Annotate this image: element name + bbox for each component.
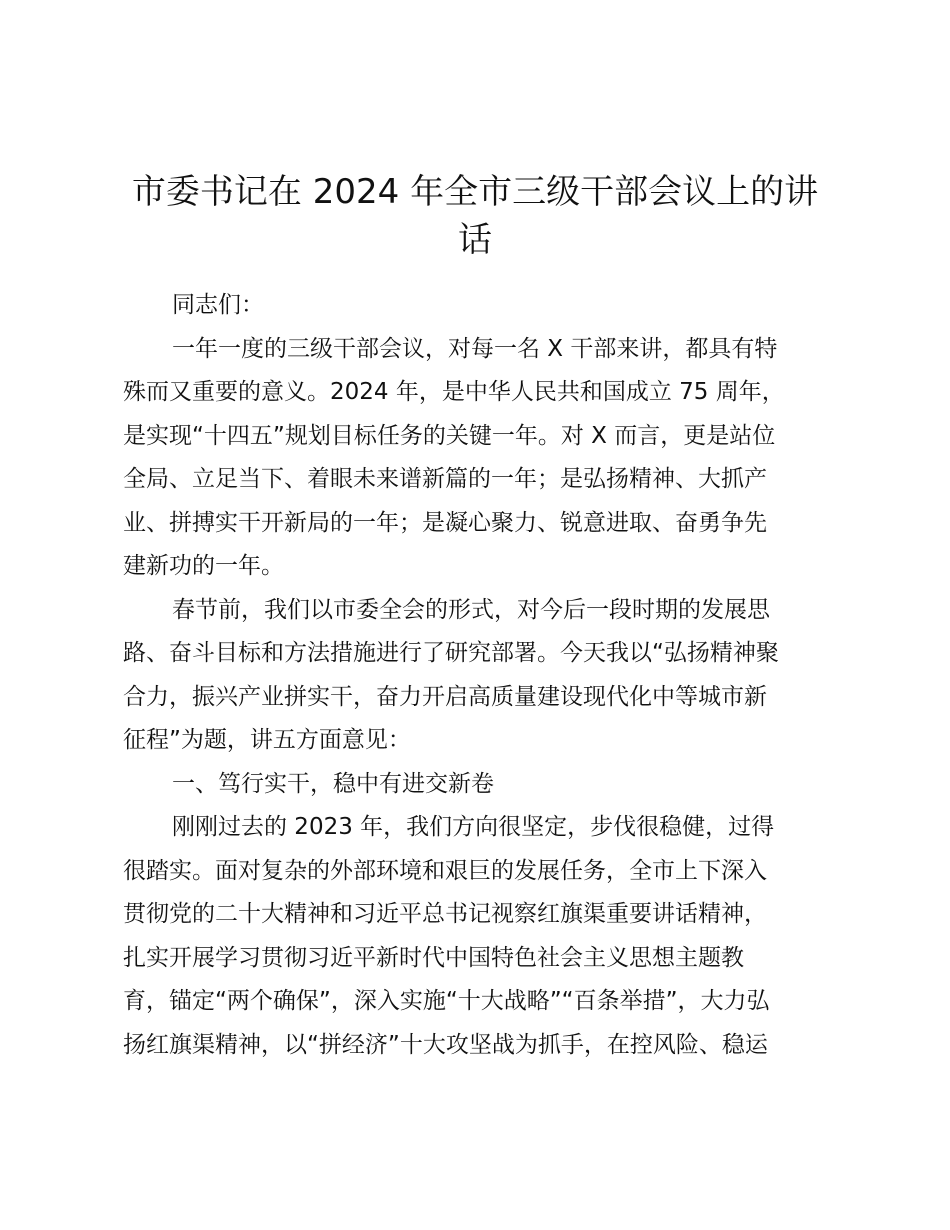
body-line: 扎实开展学习贯彻习近平新时代中国特色社会主义思想主题教 xyxy=(123,944,744,971)
body-line: 路、奋斗目标和方法措施进行了研究部署。今天我以“弘扬精神聚 xyxy=(123,640,779,666)
body-line: 育，锚定“两个确保”，深入实施“十大战略”“百条举措”，大力弘 xyxy=(123,988,770,1014)
document-body xyxy=(123,284,833,1067)
document-title xyxy=(120,168,830,264)
body-line: 一年一度的三级干部会议，对每一名 X 干部来讲，都具有特 xyxy=(172,335,778,362)
body-line: 业、拼搏实干开新局的一年；是凝心聚力、锐意进取、奋勇争先 xyxy=(123,509,767,536)
body-line: 春节前，我们以市委全会的形式，对今后一段时期的发展思 xyxy=(172,596,770,623)
body-line: 征程”为题，讲五方面意见： xyxy=(123,727,411,753)
body-line: 刚刚过去的 2023 年，我们方向很坚定，步伐很稳健，过得 xyxy=(172,814,775,840)
body-line: 扬红旗渠精神，以“拼经济”十大攻坚战为抓手，在控风险、稳运 xyxy=(123,1031,768,1058)
body-line: 全局、立足当下、着眼未来谱新篇的一年；是弘扬精神、大抓产 xyxy=(123,466,767,492)
body-line: 殊而又重要的意义。2024 年，是中华人民共和国成立 75 周年， xyxy=(123,379,785,405)
title-line-2: 话 xyxy=(458,220,492,260)
section-heading: 一、笃行实干，稳中有进交新卷 xyxy=(172,770,494,797)
body-line: 建新功的一年。 xyxy=(123,553,284,579)
body-line: 贯彻党的二十大精神和习近平总书记视察红旗渠重要讲话精神， xyxy=(123,901,767,927)
body-line: 合力，振兴产业拼实干，奋力开启高质量建设现代化中等城市新 xyxy=(123,683,767,710)
title-line-1: 市委书记在 2024 年全市三级干部会议上的讲 xyxy=(131,172,819,212)
body-line: 同志们： xyxy=(172,292,264,318)
body-line: 是实现“十四五”规划目标任务的关键一年。对 X 而言，更是站位 xyxy=(123,422,776,449)
body-line: 很踏实。面对复杂的外部环境和艰巨的发展任务，全市上下深入 xyxy=(123,857,767,884)
